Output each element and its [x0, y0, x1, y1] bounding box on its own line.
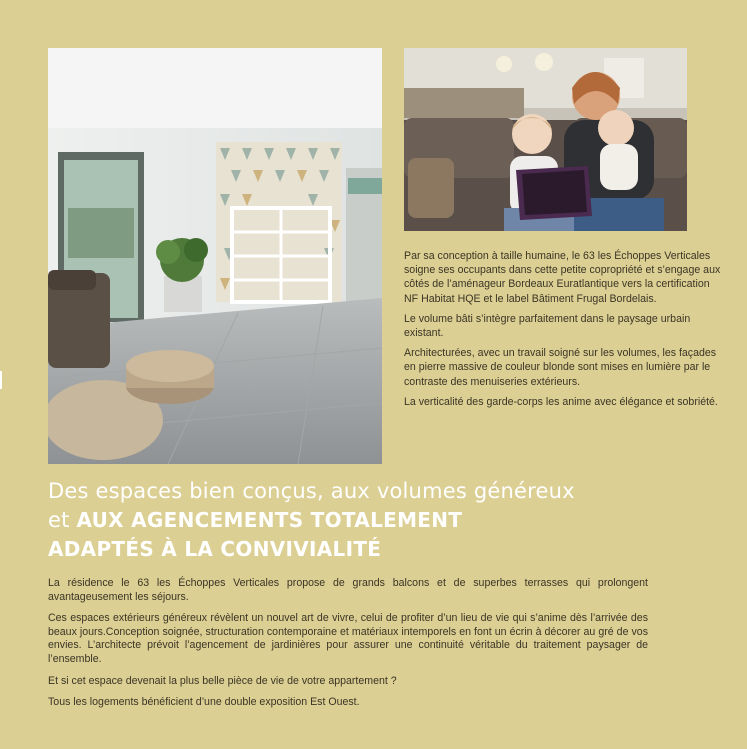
body-paragraph-1: La résidence le 63 les Échoppes Verticales propose de grands balcons et de superbes terrasses qui prolongent avantageusement les séjours.: [48, 577, 648, 603]
family-tablet-photo: [404, 48, 687, 231]
body-paragraph-2: Ces espaces extérieurs généreux révèlent un nouvel art de vivre, celui de profiter d’un lieu de vie qui s’anime dès l’arrivée des beaux jours.Conception soignée, structuration contemporaine et matériaux intemporels en font un écrin à décorer au gré de vos envies. L’architecte prévoit l’agencement de jardinières pour assurer une continuité véritable du traitement paysager de l’ensemble.: [48, 612, 648, 665]
section-heading: [48, 478, 708, 565]
page-edge-mark: [0, 371, 2, 389]
heading-line-2-prefix: et: [48, 508, 77, 532]
side-paragraph-2: Le volume bâti s’intègre parfaitement dans le paysage urbain existant.: [404, 312, 691, 340]
body-text: [48, 577, 648, 718]
side-paragraph-3: Architecturées, avec un travail soigné sur les volumes, les façades en pierre massive de couleur blonde sont mises en lumière par le contraste des menuiseries extérieurs.: [404, 347, 717, 388]
heading-line-3-bold: ADAPTÉS À LA CONVIVIALITÉ: [48, 537, 382, 561]
side-paragraph-1: Par sa conception à taille humaine, le 63 les Échoppes Verticales soigne ses occupants dans cette petite copropriété et s’engage aux côtés de l’aménageur Bordeaux Euratlantique vers la certification NF Habitat HQE et le label Bâtiment Frugal Bordelais.: [404, 250, 721, 305]
side-description: [404, 249, 724, 415]
heading-line-2-bold: AUX AGENCEMENTS TOTALEMENT: [76, 508, 463, 532]
body-paragraph-3: Et si cet espace devenait la plus belle pièce de vie de votre appartement ?: [48, 674, 397, 687]
side-paragraph-4: La verticalité des garde-corps les anime avec élégance et sobriété.: [404, 395, 718, 408]
living-room-photo: [48, 48, 382, 464]
heading-line-1: Des espaces bien conçus, aux volumes généreux: [48, 479, 575, 503]
body-paragraph-4: Tous les logements bénéficient d’une double exposition Est Ouest.: [48, 696, 360, 709]
